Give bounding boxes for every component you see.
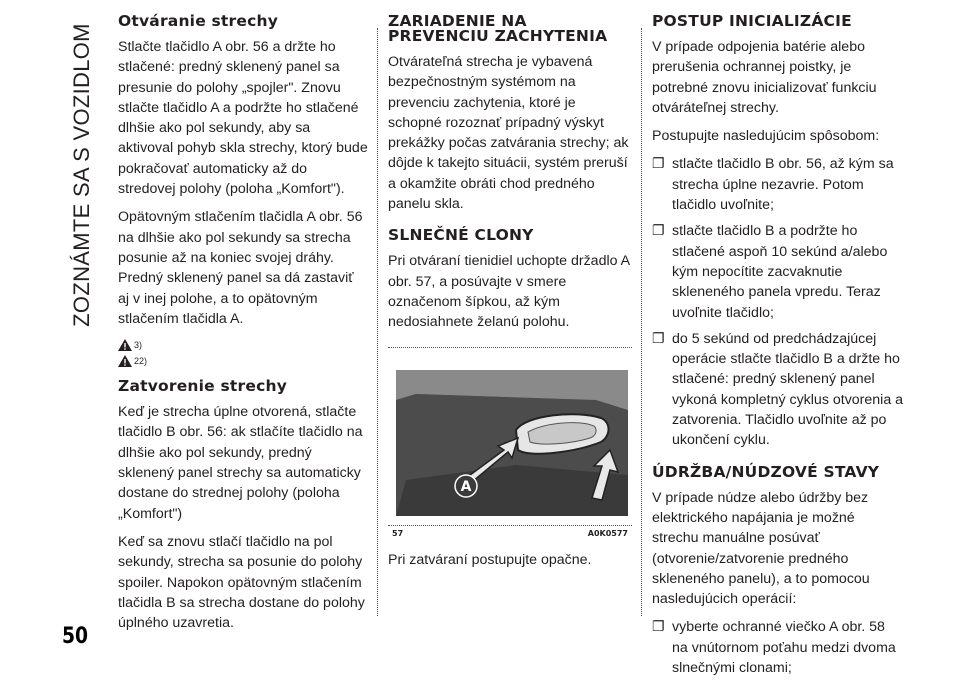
sunblind-handle-illustration — [396, 370, 628, 516]
warning-ref-text: 22) — [134, 356, 148, 367]
paragraph: Pri otváraní tienidiel uchopte držadlo A obr. 57, a posúvajte v smere označenom šípkou, až kým nedosiahnete želanú polohu. — [388, 253, 630, 331]
heading-opening-roof: Otváranie strechy — [118, 12, 279, 30]
paragraph: Otvárateľná strecha je vybavená bezpečnostným systémom na prevenciu zachytenia, ktoré je schopné rozoznať prípadný výskyt prekážky počas zatvárania strechy; ak dôjde k takejto situácii, systém preruší a okamžite obráti chod predného panelu skla. — [388, 54, 629, 213]
page-number: 50 — [62, 624, 89, 649]
list-item — [652, 329, 904, 451]
list-item-text: stlačte tlačidlo B a podržte ho stlačené aspoň 10 sekúnd a/alebo kým nepocítite zacvaknutie skleneného panela vpredu. Teraz uvoľnite tlačidlo; — [672, 223, 888, 321]
figure-number: 57 — [392, 528, 404, 538]
list-item-text: do 5 sekúnd od predchádzajúcej operácie stlačte tlačidlo B a držte ho stlačené: predný sklenený panel vykoná kompletný cyklus otvorenia a zatvorenia. Tlačidlo uvoľnite až po ukončení cyklu. — [672, 330, 904, 449]
figure-callout-label: A — [460, 478, 472, 495]
list-item — [652, 617, 904, 678]
warning-reference — [118, 337, 368, 353]
column-2 — [388, 14, 632, 578]
warning-triangle-icon — [118, 339, 132, 351]
warning-ref-text: 3) — [134, 340, 143, 351]
paragraph: Postupujte nasledujúcim spôsobom: — [652, 128, 880, 145]
column-divider-1 — [377, 28, 378, 616]
list-item-text: vyberte ochranné viečko A obr. 58 na vnútornom poťahu medzi dvoma slnečnými clonami; — [672, 619, 896, 677]
figure-code: A0K0577 — [587, 528, 628, 538]
paragraph: Stlačte tlačidlo A obr. 56 a držte ho stlačené: predný sklenený panel sa presunie do polohy „spojler". Znovu stlačte tlačidlo A a podržte ho stlačené dlhšie ako pol sekundy, aby sa aktivoval pohyb skla strechy, ktorý bude pokračovať automaticky až do stredovej polohy (poloha „Komfort"). — [118, 39, 368, 198]
paragraph: Pri zatváraní postupujte opačne. — [388, 551, 592, 568]
checkbox-bullet-icon: ❐ — [652, 619, 665, 636]
paragraph: Keď je strecha úplne otvorená, stlačte tlačidlo B obr. 56: ak stlačíte tlačidlo na dlhšie ako pol sekundy, predný sklenený panel strechy sa automaticky dostane do strednej polohy (poloha „Komfort") — [118, 404, 363, 522]
paragraph: V prípade odpojenia batérie alebo prerušenia ochrannej poistky, je potrebné znovu inicializovať funkciu otváráteľnej strechy. — [652, 39, 877, 116]
paragraph: Keď sa znovu stlačí tlačidlo na pol sekundy, strecha sa posunie do polohy spoiler. Napokon opätovným stlačením tlačidla B sa strecha dostane do polohy úplného uzavretia. — [118, 533, 365, 632]
paragraph: Opätovným stlačením tlačidla A obr. 56 na dlhšie ako pol sekundy sa strecha posunie až na koniec svojej dráhy. Predný sklenený panel sa dá zastaviť aj v inej polohe, a to opätovným stlačením tlačidla A. — [118, 209, 363, 327]
checkbox-bullet-icon: ❐ — [652, 330, 665, 347]
heading-anti-pinch: ZARIADENIE NA PREVENCIU ZACHYTENIA — [388, 12, 608, 45]
figure-caption-line — [388, 525, 632, 526]
column-1 — [118, 14, 368, 641]
figure-57 — [388, 347, 632, 538]
list-item — [652, 221, 904, 322]
list-item — [652, 154, 904, 215]
column-divider-2 — [641, 28, 642, 616]
heading-initialization: POSTUP INICIALIZÁCIE — [652, 12, 852, 30]
column-3 — [652, 14, 904, 684]
sunblind-illustration-svg — [396, 370, 628, 516]
heading-maintenance: ÚDRŽBA/NÚDZOVÉ STAVY — [652, 462, 880, 481]
side-section-title — [62, 10, 102, 340]
heading-closing-roof: Zatvorenie strechy — [118, 377, 287, 396]
warning-triangle-icon — [118, 355, 132, 367]
checkbox-bullet-icon: ❐ — [652, 156, 665, 173]
figure-caption — [392, 529, 628, 538]
checkbox-bullet-icon: ❐ — [652, 223, 665, 240]
warning-reference — [118, 353, 368, 369]
heading-sun-blinds: SLNEČNÉ CLONY — [388, 226, 534, 245]
paragraph: V prípade núdze alebo údržby bez elektrického napájania je možné strechu manuálne posúvať (otvorenie/zatvorenie predného skleneného panelu), a to pomocou nasledujúcich operácií: — [652, 489, 870, 608]
side-title-text: ZOZNÁMTE SA S VOZIDLOM — [69, 23, 94, 327]
list-item-text: stlačte tlačidlo B obr. 56, až kým sa strecha úplne nezavrie. Potom tlačidlo uvoľnite; — [672, 156, 894, 214]
